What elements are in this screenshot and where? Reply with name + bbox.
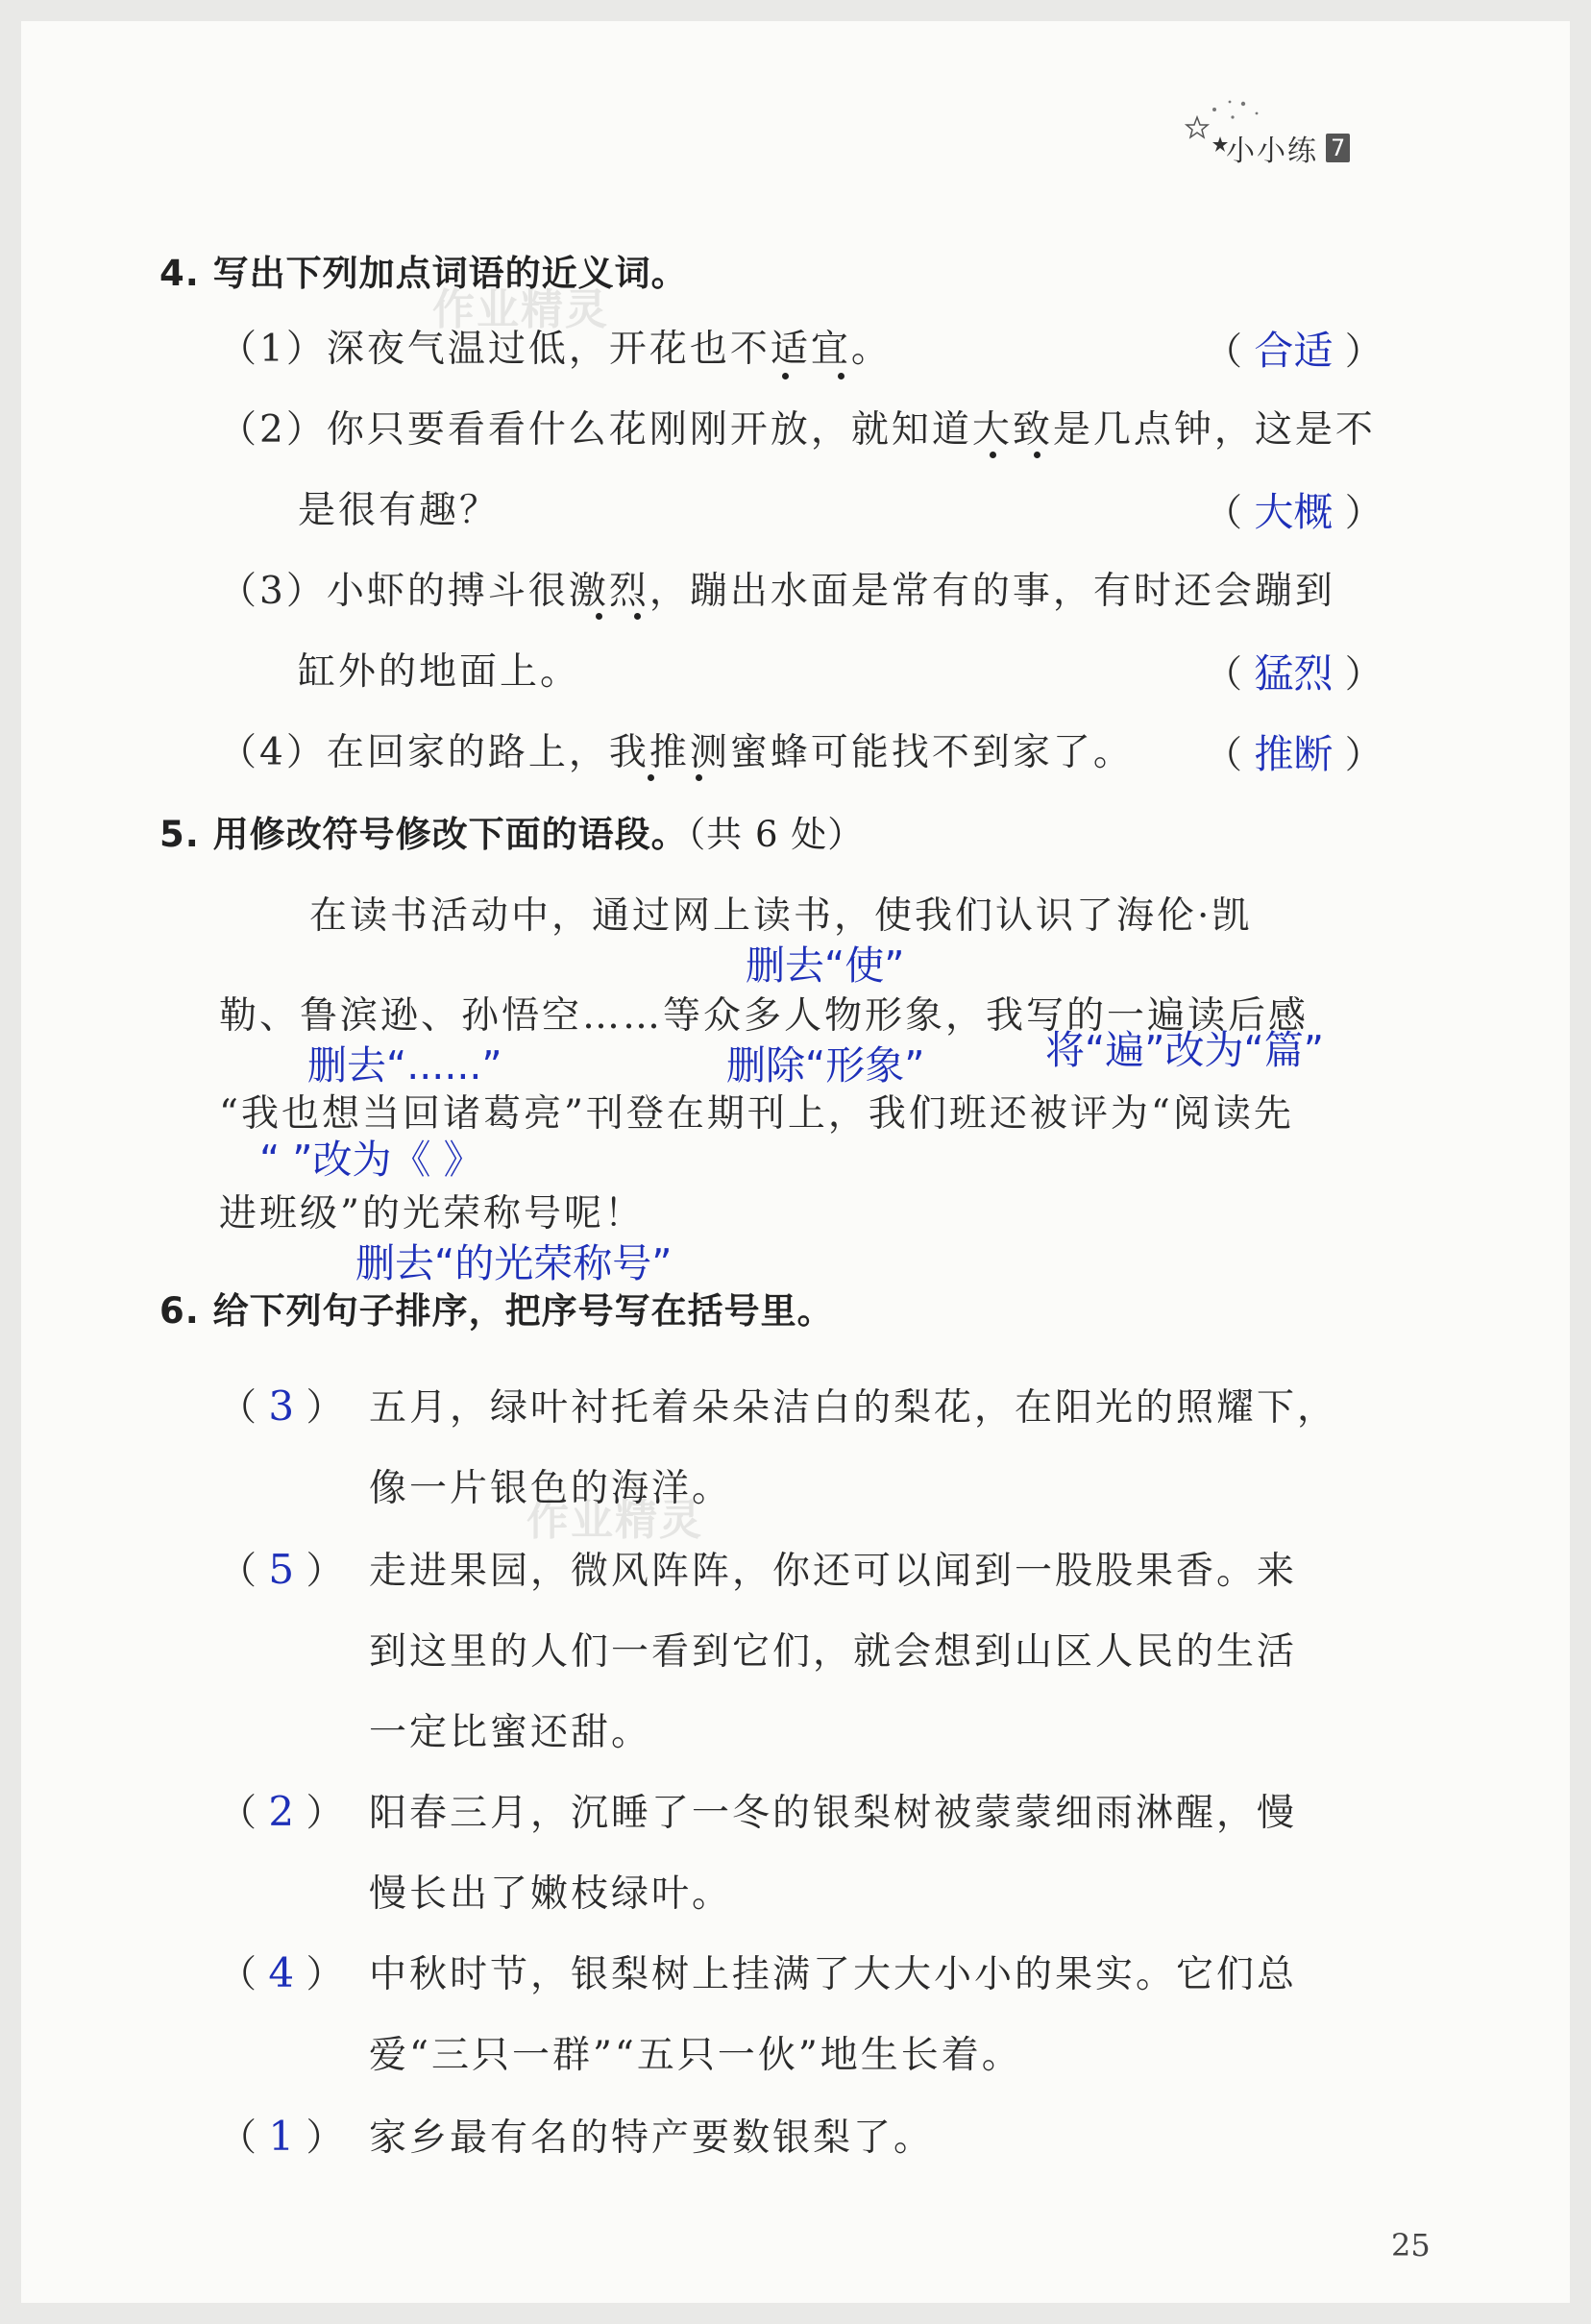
q4-item-2-cont: 是很有趣？ bbox=[298, 489, 501, 532]
q6-heading: 6. 给下列句子排序，把序号写在括号里。 bbox=[159, 1290, 834, 1332]
q6-answer-3: 2 bbox=[268, 1788, 295, 1835]
q6-item-3-line-1: 阳春三月，沉睡了一冬的银梨树被蒙蒙细雨淋醒，慢 bbox=[369, 1792, 1298, 1835]
q6-answer-3-paren: （ 2 ） bbox=[219, 1788, 344, 1835]
q5-note: （共 6 处） bbox=[687, 814, 865, 855]
q6-item-2-line-2: 到这里的人们一看到它们，就会想到山区人民的生活 bbox=[369, 1630, 1298, 1674]
q5-correction-6: 删去“的光荣称号” bbox=[355, 1240, 673, 1286]
q6-answer-4: 4 bbox=[268, 1949, 295, 1996]
q6-item-5-line-1: 家乡最有名的特产要数银梨了。 bbox=[369, 2116, 935, 2160]
q4-item-4: （4）在回家的路上，我推测蜜蜂可能找不到家了。 bbox=[219, 731, 1134, 774]
q4-item-3-cont: 缸外的地面上。 bbox=[298, 650, 581, 694]
q6-item-4-line-1: 中秋时节，银梨树上挂满了大大小小的果实。它们总 bbox=[369, 1953, 1298, 1996]
q5-correction-2: 删去“......” bbox=[307, 1042, 502, 1089]
q6-item-1-line-2: 像一片银色的海洋。 bbox=[369, 1467, 733, 1510]
q6-answer-2: 5 bbox=[268, 1546, 295, 1593]
q6-answer-5: 1 bbox=[268, 2113, 295, 2160]
q5-correction-5: “ ”改为《 》 bbox=[259, 1137, 483, 1183]
q4-item-2: （2）你只要看看什么花刚刚开放，就知道大致是几点钟，这是不 bbox=[219, 408, 1376, 452]
page-number: 25 bbox=[1391, 2227, 1431, 2263]
q4-answer-3-paren: （ 猛烈 ） bbox=[1205, 650, 1383, 697]
q6-item-2-line-1: 走进果园，微风阵阵，你还可以闻到一股股果香。来 bbox=[369, 1550, 1298, 1593]
emphasis-dot bbox=[782, 373, 789, 379]
emphasis-dot bbox=[1034, 452, 1040, 458]
q4-heading: 4. 写出下列加点词语的近义词。 bbox=[159, 253, 688, 294]
q4-answer-4-paren: （ 推断 ） bbox=[1205, 731, 1383, 777]
watermark: 作业精灵 bbox=[432, 285, 609, 334]
q5-line-4: 进班级”的光荣称号呢！ bbox=[219, 1192, 645, 1235]
q5-line-1: 在读书活动中，通过网上读书，使我们认识了海伦·凯 bbox=[309, 894, 1253, 938]
q6-answer-2-paren: （ 5 ） bbox=[219, 1546, 344, 1593]
section-header bbox=[1226, 127, 1350, 169]
q4-answer-2-paren: （ 大概 ） bbox=[1205, 489, 1383, 535]
emphasis-dot bbox=[648, 774, 654, 781]
emphasis-dot bbox=[696, 774, 702, 781]
q6-answer-1-paren: （ 3 ） bbox=[219, 1382, 344, 1430]
q6-item-4-line-2: 爱“三只一群”“五只一伙”地生长着。 bbox=[369, 2034, 1022, 2077]
q5-heading bbox=[159, 805, 864, 857]
emphasis-dot bbox=[838, 373, 844, 379]
q5-line-3: “我也想当回诸葛亮”刊登在期刊上，我们班还被评为“阅读先 bbox=[219, 1092, 1294, 1136]
q4-item-3: （3）小虾的搏斗很激烈，蹦出水面是常有的事，有时还会蹦到 bbox=[219, 570, 1335, 613]
q5-correction-1: 删去“使” bbox=[746, 942, 905, 989]
q5-correction-3: 删除“形象” bbox=[726, 1042, 925, 1089]
q5-correction-4: 将“遍”改为“篇” bbox=[1045, 1027, 1324, 1073]
emphasis-dot bbox=[634, 613, 641, 620]
q6-item-2-line-3: 一定比蜜还甜。 bbox=[369, 1711, 652, 1754]
q4-answer-4: 推断 bbox=[1254, 731, 1334, 777]
q6-answer-1: 3 bbox=[268, 1382, 295, 1430]
watermark: 作业精灵 bbox=[526, 1496, 703, 1545]
q4-answer-2: 大概 bbox=[1254, 489, 1334, 535]
q6-item-3-line-2: 慢长出了嫩枝绿叶。 bbox=[369, 1872, 733, 1916]
section-number: 7 bbox=[1326, 134, 1350, 162]
q4-answer-1: 合适 bbox=[1254, 328, 1334, 374]
q4-answer-1-paren: （ 合适 ） bbox=[1205, 328, 1383, 374]
q5-heading-text: 5. 用修改符号修改下面的语段。 bbox=[159, 814, 688, 855]
emphasis-dot bbox=[596, 613, 602, 620]
q4-answer-3: 猛烈 bbox=[1254, 650, 1334, 697]
section-title: 小小练 bbox=[1226, 135, 1318, 168]
q4-item-1: （1）深夜气温过低，开花也不适宜。 bbox=[219, 328, 892, 371]
q6-answer-5-paren: （ 1 ） bbox=[219, 2113, 344, 2160]
emphasis-dot bbox=[990, 452, 996, 458]
q6-item-1-line-1: 五月，绿叶衬托着朵朵洁白的梨花，在阳光的照耀下， bbox=[369, 1386, 1338, 1430]
q5-line-2: 勒、鲁滨逊、孙悟空……等众多人物形象，我写的一遍读后感 bbox=[219, 994, 1310, 1038]
q6-answer-4-paren: （ 4 ） bbox=[219, 1949, 344, 1996]
